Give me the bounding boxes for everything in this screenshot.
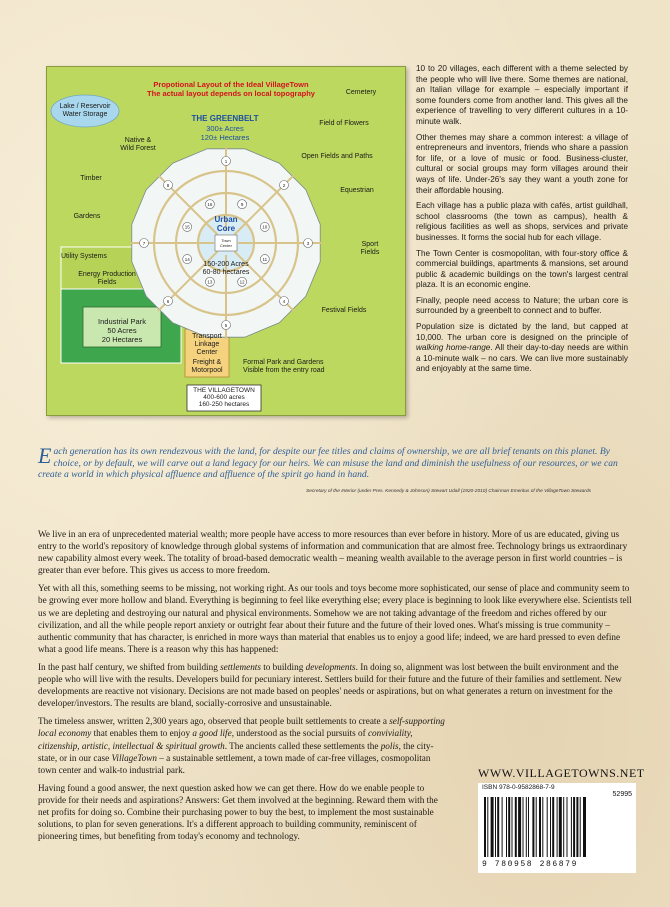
barcode-number: 9 780958 286879	[482, 860, 579, 869]
barcode-bar	[557, 797, 558, 857]
village-number: 9	[240, 202, 244, 207]
body-paragraph-answer: Having found a good answer, the next question asked how we can get there. How do we enable people to provide for their needs and aspirations? Answers: Get them involved at the beginning. Reward them with the net profits for doing so. Combine their purchasing power to buy the best, to implement the most sustainable solutions, to plan for seven generations. It's a different approach to building community, reminiscent of pioneering times, but benefiting from today's economy and technology.	[38, 782, 438, 842]
village-number: 14	[184, 256, 190, 262]
quote-text: ach generation has its own rendezvous with the land, for despite our fee titles and claims of ownership, we are all brief tenants on this planet. By choice, or by default, we will carve out a land legacy for our heirs. We can misuse the land and diminish the usefulness of our resources, or we can create a world in which physical affluence and affluence of the spirit go hand in hand.	[38, 446, 618, 481]
energy-label: Energy Production Fields	[78, 271, 136, 286]
population-text-em: walking home-range	[416, 343, 491, 353]
side-paragraph-population	[416, 322, 628, 375]
body-paragraph-missing: Yet with all this, something seems to be missing, not working right. As our tools and toys become more sophisticated, our sense of place and community seem to be growing ever more hollow and bland. Everything is beginning to feel like everything else; every place is beginning to look like everywhere else. Scientists tell us we are depleting and destroying our natural and physical environments. Somehow we are not taking advantage of the freedom and riches offered by our civilization, and all the while people report anxiety or outright fear about their future and the future of their loved ones. What's missing is true community – authentic community that has character, is enriched in more ways than material that enables us to enjoy a good life; indeed, we are hard pressed to even define what a good life means. There is a reason why this has happened:	[38, 583, 632, 654]
core-hectares: 60-80 hectares	[202, 269, 250, 276]
settlements-text-a: In the past half century, we shifted from building	[38, 661, 221, 672]
core-acres: 150-200 Acres	[203, 261, 249, 268]
map-title: Propotional Layout of the Ideal VillageTown	[153, 80, 309, 89]
village-number: 16	[207, 202, 213, 207]
timeless-em-4: polis	[380, 740, 399, 751]
side-description	[416, 64, 628, 380]
body-paragraph-settlements	[38, 661, 632, 709]
cemetery-label: Cemetery	[345, 89, 377, 96]
barcode-bar	[487, 797, 488, 857]
barcode-bar	[491, 797, 494, 857]
barcode-bar	[532, 797, 534, 857]
equestrian-label: Equestrian	[340, 187, 374, 194]
sport-fields-label: Sport Fields	[360, 241, 380, 256]
timeless-text-a: The timeless answer, written 2,300 years ago, observed that people built settlements to create a	[38, 716, 390, 727]
village-number: 7	[142, 240, 146, 246]
industrial-park-acres: 50 Acres	[107, 326, 137, 335]
village-number: 5	[224, 322, 228, 328]
open-fields-label: Open Fields and Paths	[301, 153, 373, 160]
lake-label: Lake / Reservoir Water Storage	[59, 103, 111, 118]
barcode-bar	[550, 797, 551, 857]
village-number: 2	[282, 182, 286, 188]
barcode-bar	[512, 797, 513, 857]
villagetown-layout-map	[46, 66, 406, 416]
barcode-bar	[542, 797, 543, 857]
udall-quote	[38, 443, 634, 481]
barcode-panel	[478, 783, 636, 873]
barcode-bar	[563, 797, 564, 857]
developments-em: developments	[305, 661, 356, 672]
barcode-bar	[583, 797, 586, 857]
village-number: 15	[184, 224, 190, 230]
utility-label: Utility Systems	[61, 253, 107, 260]
native-forest-label: Native & Wild Forest	[120, 137, 156, 152]
barcode-bar	[559, 797, 562, 857]
village-number: 10	[262, 224, 268, 230]
barcode-bar	[547, 797, 548, 857]
village-number: 4	[282, 298, 286, 304]
website-url[interactable]: WWW.VILLAGETOWNS.NET	[478, 766, 645, 780]
industrial-park-hectares: 20 Hectares	[101, 335, 143, 344]
timeless-text-d: . The ancients called these settlements the	[224, 740, 381, 751]
timeless-text-e: , the city-state, or in our case	[38, 740, 434, 763]
quote-dropcap: E	[38, 443, 52, 468]
barcode-bar	[484, 797, 486, 857]
timeless-em-3: conviviality, citizenship, artistic, intellectual & spiritual growth	[38, 728, 413, 751]
isbn-text: ISBN 978-0-9582868-7-9	[482, 784, 555, 791]
population-text-a: Population size is dictated by the land, but capped at 10,000. The urban core is designed on the principle of	[416, 322, 628, 342]
town-center-label: Town Center	[219, 238, 232, 248]
industrial-park-title: Industrial Park	[98, 317, 146, 326]
field-of-flowers-label: Field of Flowers	[319, 120, 369, 127]
quote-attribution: Secretary of the Interior (under Pres. Kennedy & Johnson) Stewart Udall (1920-2010) Chairman Emeritus of the VillageTown Stewards	[306, 489, 592, 494]
village-number: 13	[207, 279, 213, 285]
price-code: 52995	[612, 791, 632, 798]
barcode-bar	[536, 797, 537, 857]
timber-label: Timber	[80, 175, 102, 182]
festival-fields-label: Festival Fields	[321, 307, 367, 314]
timeless-em-2: a good life	[192, 728, 232, 739]
barcode-bar	[497, 797, 499, 857]
village-number: 11	[262, 256, 268, 262]
barcode-bar	[576, 797, 578, 857]
settlements-text-c: . In doing so, alignment was lost between the built environment and the people who will live with the results. Developers build for pecuniary interest. Settlers build for their future and the future of their families and settlement. New developments are reactive not visionary. Decisions are not made based on peoples' needs or aspirations, but on what generates a return on investment for the developer/investors. The results are bland, socially-corrosive and unsustainable.	[38, 661, 622, 709]
map-subtitle: The actual layout depends on local topography	[147, 89, 315, 98]
barcode-block	[478, 766, 645, 876]
side-paragraph-villages: 10 to 20 villages, each different with a theme selected by the people who will live there. Some themes are national, an Italian village for example – especially important if some founders come from another land. This gives all the experience of travelling to very different cultures in a 10-minute walk.	[416, 64, 628, 126]
timeless-em-5: VillageTown	[111, 752, 157, 763]
greenbelt-hectares: 120± Hectares	[200, 133, 250, 142]
village-number: 1	[224, 158, 228, 164]
barcode-bar	[573, 797, 575, 857]
village-number: 3	[306, 240, 310, 246]
side-paragraph-themes: Other themes may share a common interest: a village of entrepreneurs and inventors, friends who share a passion for life, or a love of music or food. Business-cluster, cultural or social groups may form villages around their ways of life. Under-26's say they want a youth zone for their affordable housing.	[416, 132, 628, 195]
gardens-label: Gardens	[73, 213, 101, 220]
villagetown-hectares: 160-250 hectares	[198, 401, 250, 408]
village-number: 12	[239, 279, 245, 285]
barcode-bar	[523, 797, 524, 857]
barcode-bars	[482, 797, 632, 859]
barcode-bar	[528, 797, 529, 857]
urban-core-label: Urban Core	[214, 215, 238, 233]
barcode-bar	[567, 797, 568, 857]
timeless-text-c: , understood as the social pursuits of	[231, 728, 368, 739]
barcode-bar	[502, 797, 503, 857]
barcode-bar	[526, 797, 527, 857]
side-paragraph-town-center: The Town Center is cosmopolitan, with four-story office & commercial buildings, apartments & mansions, set around public & academic buildings on the town's largest central plaza. It is an economic engine.	[416, 248, 628, 290]
barcode-bar	[508, 797, 510, 857]
settlements-text-b: to building	[260, 661, 306, 672]
greenbelt-title: THE GREENBELT	[191, 114, 259, 123]
side-paragraph-nature: Finally, people need access to Nature; the urban core is surrounded by a greenbelt to connect and to buffer.	[416, 295, 628, 316]
timeless-text-f: – a sustainable settlement, a town made of car-free villages, cosmopolitan town center and walk-to industrial park.	[38, 752, 431, 775]
greenbelt-acres: 300± Acres	[206, 124, 244, 133]
barcode-bar	[552, 797, 554, 857]
timeless-em-1: self-supporting local economy	[38, 716, 445, 739]
freight-label: Freight & Motorpool	[191, 359, 223, 374]
barcode-bar	[580, 797, 581, 857]
village-number: 6	[166, 298, 170, 304]
transport-label: Transport Linkage Center	[192, 333, 222, 356]
body-paragraph-wealth: We live in an era of unprecedented material wealth; more people have access to more resources than ever before in history. More of us are educated, giving us entry to the world's repository of knowledge through global systems of information and communication that are almost free. Technology brings us extraordinary new capability almost every week. The totality of broad-based democratic wealth – meaning wealth available to the average person in first world countries – is greater than ever before. This gives us access to more freedom.	[38, 529, 628, 576]
population-text-b: . All their day-to-day needs are within a 10-minute walk – no cars. We can live more sustainably and enjoyably at the same time.	[416, 343, 628, 374]
village-number: 8	[166, 182, 170, 188]
barcode-bar	[539, 797, 541, 857]
villagetown-acres: 400-600 acres	[203, 394, 245, 401]
barcode-bar	[515, 797, 517, 857]
timeless-text-b: that enables them to enjoy	[91, 728, 193, 739]
settlements-em: settlements	[220, 661, 261, 672]
barcode-bar	[495, 797, 496, 857]
side-paragraph-plaza: Each village has a public plaza with cafés, artist guildhall, school classrooms (the town as campus), health & religious facilities as well as shops, services and private businesses. It forms the social hub for each village.	[416, 201, 628, 242]
villagetown-title: THE VILLAGETOWN	[193, 387, 255, 394]
body-paragraph-timeless	[38, 715, 448, 775]
barcode-bar	[506, 797, 507, 857]
barcode-bar	[571, 797, 572, 857]
formal-park-label: Formal Park and Gardens Visible from the entry road	[243, 359, 325, 374]
barcode-bar	[518, 797, 521, 857]
